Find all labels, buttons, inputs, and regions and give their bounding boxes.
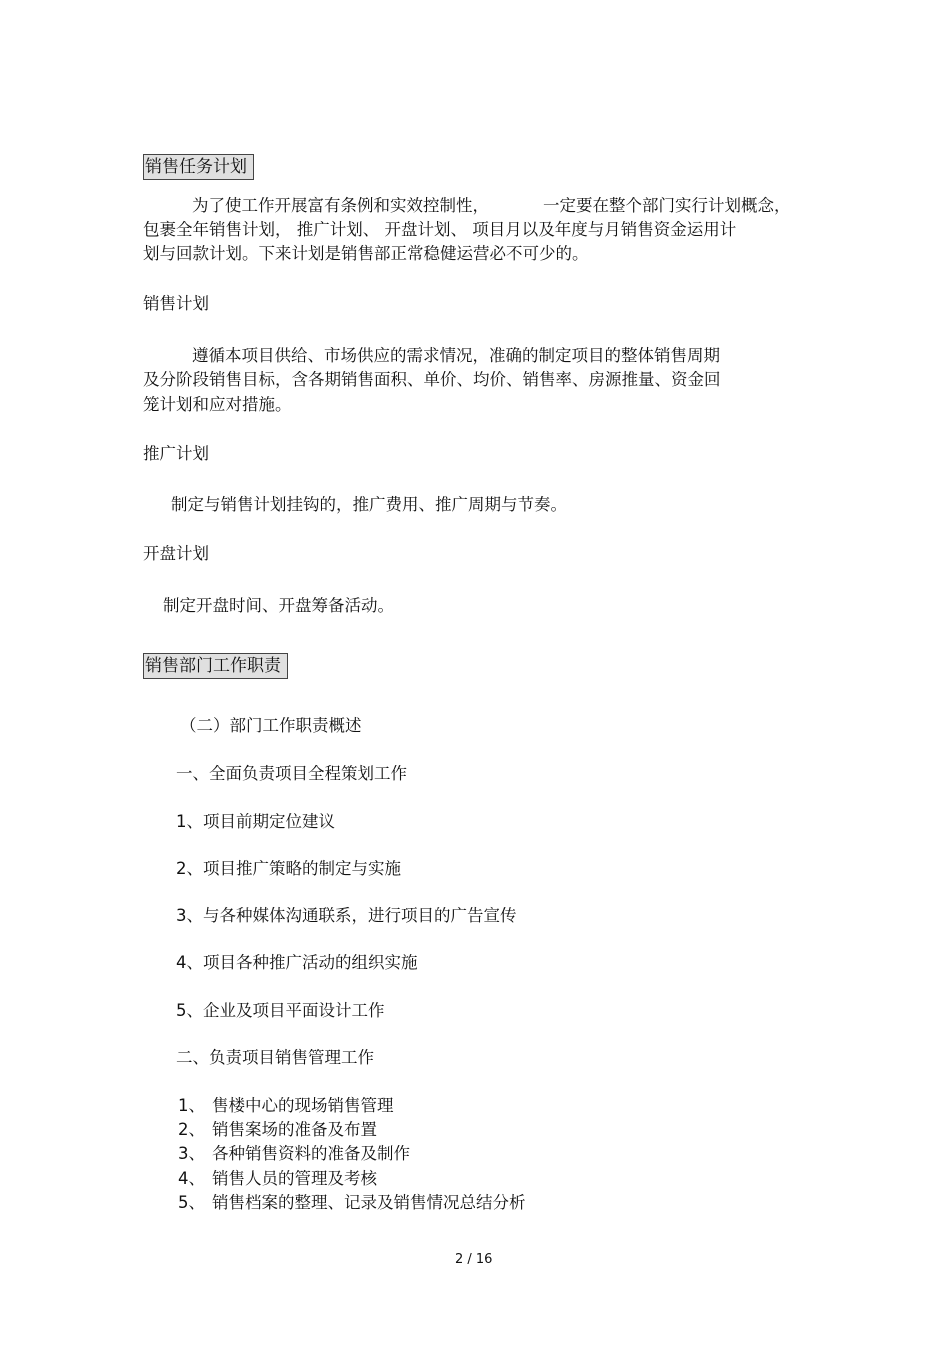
promo-plan-text: 制定与销售计划挂钩的，推广费用、推广周期与节奏。 bbox=[171, 495, 567, 514]
duty-item: 3、与各种媒体沟通联系，进行项目的广告宣传 bbox=[176, 906, 517, 925]
sales-mgmt-number: 1、 bbox=[178, 1096, 205, 1115]
sales-plan-line-3: 笼计划和应对措施。 bbox=[143, 395, 292, 414]
sales-mgmt-item: 销售人员的管理及考核 bbox=[212, 1169, 377, 1188]
sales-mgmt-number: 3、 bbox=[178, 1144, 205, 1163]
duty-item: 5、企业及项目平面设计工作 bbox=[176, 1001, 385, 1020]
page-number: 2 / 16 bbox=[455, 1252, 493, 1267]
section-heading-sales-dept-duties: 销售部门工作职责 bbox=[143, 653, 288, 679]
duty-item: 4、项目各种推广活动的组织实施 bbox=[176, 953, 418, 972]
section-heading-sales-task-plan: 销售任务计划 bbox=[143, 154, 254, 180]
duty-item: 1、项目前期定位建议 bbox=[176, 812, 335, 831]
sales-plan-title: 销售计划 bbox=[143, 294, 209, 313]
promo-plan-title: 推广计划 bbox=[143, 444, 209, 463]
sales-mgmt-number: 2、 bbox=[178, 1120, 205, 1139]
intro-line-1a: 为了使工作开展富有条例和实效控制性， bbox=[192, 196, 489, 215]
sales-mgmt-number: 4、 bbox=[178, 1169, 205, 1188]
duties-section-1: 一、全面负责项目全程策划工作 bbox=[176, 764, 407, 783]
sales-mgmt-item: 销售档案的整理、记录及销售情况总结分析 bbox=[212, 1193, 526, 1212]
sales-plan-line-1: 遵循本项目供给、市场供应的需求情况，准确的制定项目的整体销售周期 bbox=[192, 346, 720, 365]
opening-plan-text: 制定开盘时间、开盘筹备活动。 bbox=[163, 596, 394, 615]
opening-plan-title: 开盘计划 bbox=[143, 544, 209, 563]
intro-line-3: 划与回款计划。下来计划是销售部正常稳健运营必不可少的。 bbox=[143, 244, 589, 263]
sales-mgmt-number: 5、 bbox=[178, 1193, 205, 1212]
duties-overview: （二）部门工作职责概述 bbox=[180, 716, 362, 735]
intro-line-1b: 一定要在整个部门实行计划概念， bbox=[543, 196, 791, 215]
sales-mgmt-item: 销售案场的准备及布置 bbox=[212, 1120, 377, 1139]
intro-line-2: 包裹全年销售计划， 推广计划、 开盘计划、 项目月以及年度与月销售资金运用计 bbox=[143, 220, 737, 239]
sales-mgmt-item: 售楼中心的现场销售管理 bbox=[212, 1096, 394, 1115]
duties-section-2: 二、负责项目销售管理工作 bbox=[176, 1048, 374, 1067]
sales-plan-line-2: 及分阶段销售目标，含各期销售面积、单价、均价、销售率、房源推量、资金回 bbox=[143, 370, 721, 389]
duty-item: 2、项目推广策略的制定与实施 bbox=[176, 859, 401, 878]
sales-mgmt-item: 各种销售资料的准备及制作 bbox=[212, 1144, 410, 1163]
